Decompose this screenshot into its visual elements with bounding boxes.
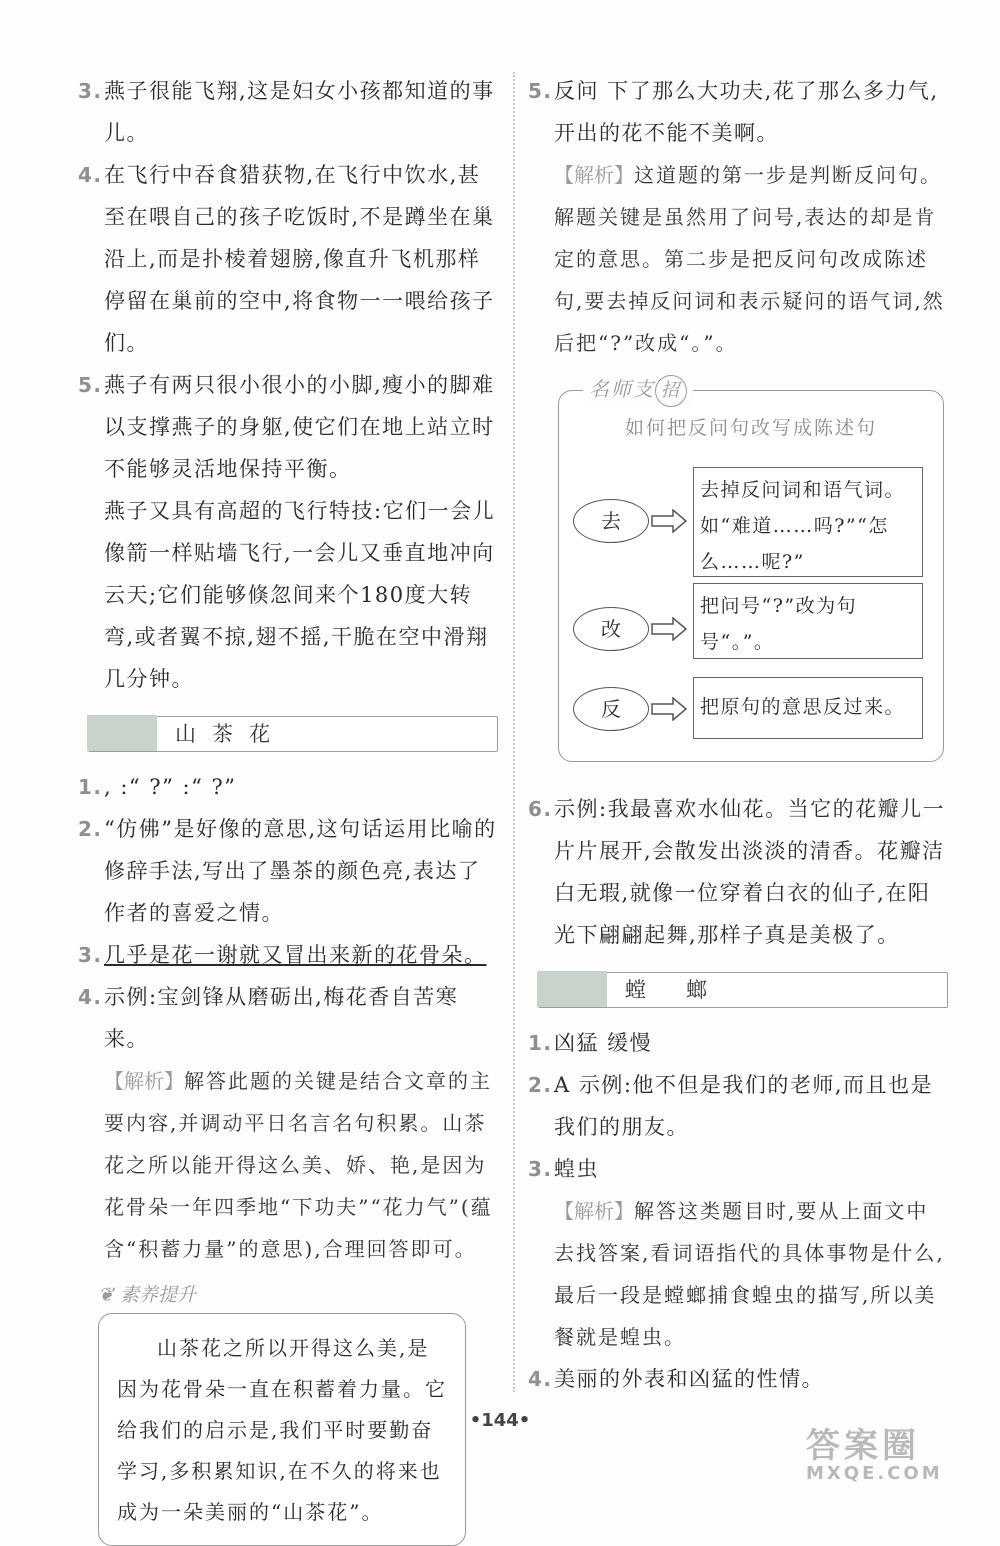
analysis-block (554, 1190, 948, 1358)
item-number: 2. (528, 1073, 553, 1097)
section-header-shanchahua (88, 716, 498, 752)
left-column (78, 70, 498, 1546)
item-text: , :“ ?” :“ ?” (104, 775, 237, 799)
watermark-logo (806, 1418, 976, 1484)
step-box: 去掉反问词和语气词。如“难道……吗?”“怎么……呢?” (693, 467, 923, 577)
answer-item (78, 934, 498, 976)
item-number: 4. (528, 1367, 553, 1391)
item-number: 4. (78, 985, 103, 1009)
panel-subtitle: 如何把反问句改写成陈述句 (624, 417, 877, 439)
arrow-right-icon (651, 617, 687, 641)
right-column (528, 70, 948, 1400)
item-text: 反问 下了那么大功夫,花了那么多力气,开出的花不能不美啊。 (554, 79, 939, 145)
item-number: 5. (78, 373, 103, 397)
analysis-tag: 【解析】 (554, 1199, 634, 1223)
teacher-tip-badge (583, 373, 693, 407)
arrow-right-icon (651, 509, 687, 533)
answer-item (78, 70, 498, 154)
arrow-right-icon (651, 697, 687, 721)
step-oval: 反 (573, 687, 649, 731)
section-tab (87, 715, 157, 751)
section-title: 螳螂 (625, 978, 747, 1002)
step-oval: 改 (573, 607, 649, 651)
section-title: 山茶花 (175, 722, 286, 746)
analysis-text: 这道题的第一步是判断反问句。解题关键是虽然用了问号,表达的却是肯定的意思。第二步是把反问句改成陈述句,要去掉反问词和表示疑问的语气词,然后把“?”改成“。”。 (554, 163, 945, 355)
analysis-text: 解答这类题目时,要从上面文中去找答案,看词语指代的具体事物是什么,最后一段是螳螂捕食蝗虫的描写,所以美餐就是蝗虫。 (554, 1199, 945, 1349)
item-number: 2. (78, 817, 103, 841)
item-text: 凶猛 缓慢 (554, 1031, 653, 1055)
watermark-text: 答案圈 (806, 1426, 920, 1466)
answer-item (528, 1358, 948, 1400)
item-text: 示例:我最喜欢水仙花。当它的花瓣儿一片片展开,会散发出淡淡的清香。花瓣洁白无瑕,就像一位穿着白衣的仙子,在阳光下翩翩起舞,那样子真是美极了。 (554, 797, 946, 947)
step-box: 把原句的意思反过来。 (693, 677, 923, 739)
step-oval: 去 (573, 499, 649, 543)
analysis-tag: 【解析】 (554, 163, 634, 187)
item-text: 燕子很能飞翔,这是妇女小孩都知道的事儿。 (104, 79, 495, 145)
item-text: A 示例:他不但是我们的老师,而且也是我们的朋友。 (554, 1073, 934, 1139)
answer-item (78, 976, 498, 1060)
answer-item (528, 1148, 948, 1190)
badge-circle: 招 (655, 375, 687, 407)
item-number: 1. (78, 775, 103, 799)
item-number: 3. (528, 1157, 553, 1181)
watermark-url: MXQE.COM (806, 1463, 943, 1484)
answer-item (528, 70, 948, 154)
analysis-tag: 【解析】 (104, 1069, 184, 1093)
item-text: 几乎是花一谢就又冒出来新的花骨朵。 (104, 943, 487, 967)
tip-label-text: 素养提升 (119, 1284, 196, 1306)
item-number: 5. (528, 79, 553, 103)
column-divider (513, 72, 515, 1392)
answer-item (78, 766, 498, 808)
step-box: 把问号“?”改为句号“。”。 (693, 583, 923, 659)
item-text: 蝗虫 (554, 1157, 599, 1181)
teacher-tip-panel (558, 377, 944, 762)
answer-item (78, 808, 498, 934)
leaf-icon: ❦ (98, 1284, 114, 1306)
answer-item (78, 364, 498, 490)
item-text: 美丽的外表和凶猛的性情。 (554, 1367, 824, 1391)
answer-paragraph: 燕子又具有高超的飞行特技:它们一会儿像箭一样贴墙飞行,一会儿又垂直地冲向云天;它们能够倏忽间来个180度大转弯,或者翼不掠,翅不摇,干脆在空中滑翔几分钟。 (104, 499, 496, 691)
item-number: 4. (78, 163, 103, 187)
tip-label (98, 1280, 498, 1307)
item-text: 示例:宝剑锋从磨砺出,梅花香自苦寒来。 (104, 985, 459, 1051)
analysis-block (554, 154, 948, 364)
item-text: “仿佛”是好像的意思,这句话运用比喻的修辞手法,写出了墨茶的颜色亮,表达了作者的喜爱之情。 (104, 817, 497, 925)
item-text: 燕子有两只很小很小的小脚,瘦小的脚难以支撑燕子的身躯,使它们在地上站立时不能够灵活地保持平衡。 (104, 373, 495, 481)
section-tab (537, 971, 607, 1007)
answer-item (528, 788, 948, 956)
item-number: 3. (78, 79, 103, 103)
badge-text: 名师支 (589, 377, 655, 401)
section-header-tanglang (538, 972, 948, 1008)
analysis-text: 解答此题的关键是结合文章的主要内容,并调动平日名言名句积累。山茶花之所以能开得这么美、娇、艳,是因为花骨朵一年四季地“下功夫”“花力气”(蕴含“积蓄力量”的意思),合理回答即可。 (104, 1069, 493, 1261)
answer-item (78, 154, 498, 364)
item-text: 在飞行中吞食猎获物,在飞行中饮水,甚至在喂自己的孩子吃饭时,不是蹲坐在巢沿上,而是扑棱着翅膀,像直升飞机那样停留在巢前的空中,将食物一一喂给孩子们。 (104, 163, 495, 355)
page-number: •144• (469, 1410, 531, 1431)
answer-item (528, 1064, 948, 1148)
answer-item (528, 1022, 948, 1064)
analysis-block (104, 1060, 498, 1270)
item-number: 3. (78, 943, 103, 967)
item-number: 1. (528, 1031, 553, 1055)
item-number: 6. (528, 797, 553, 821)
tip-box: 山茶花之所以开得这么美,是因为花骨朵一直在积蓄着力量。它给我们的启示是,我们平时要勤奋学习,多积累知识,在不久的将来也成为一朵美丽的“山茶花”。 (98, 1313, 466, 1546)
